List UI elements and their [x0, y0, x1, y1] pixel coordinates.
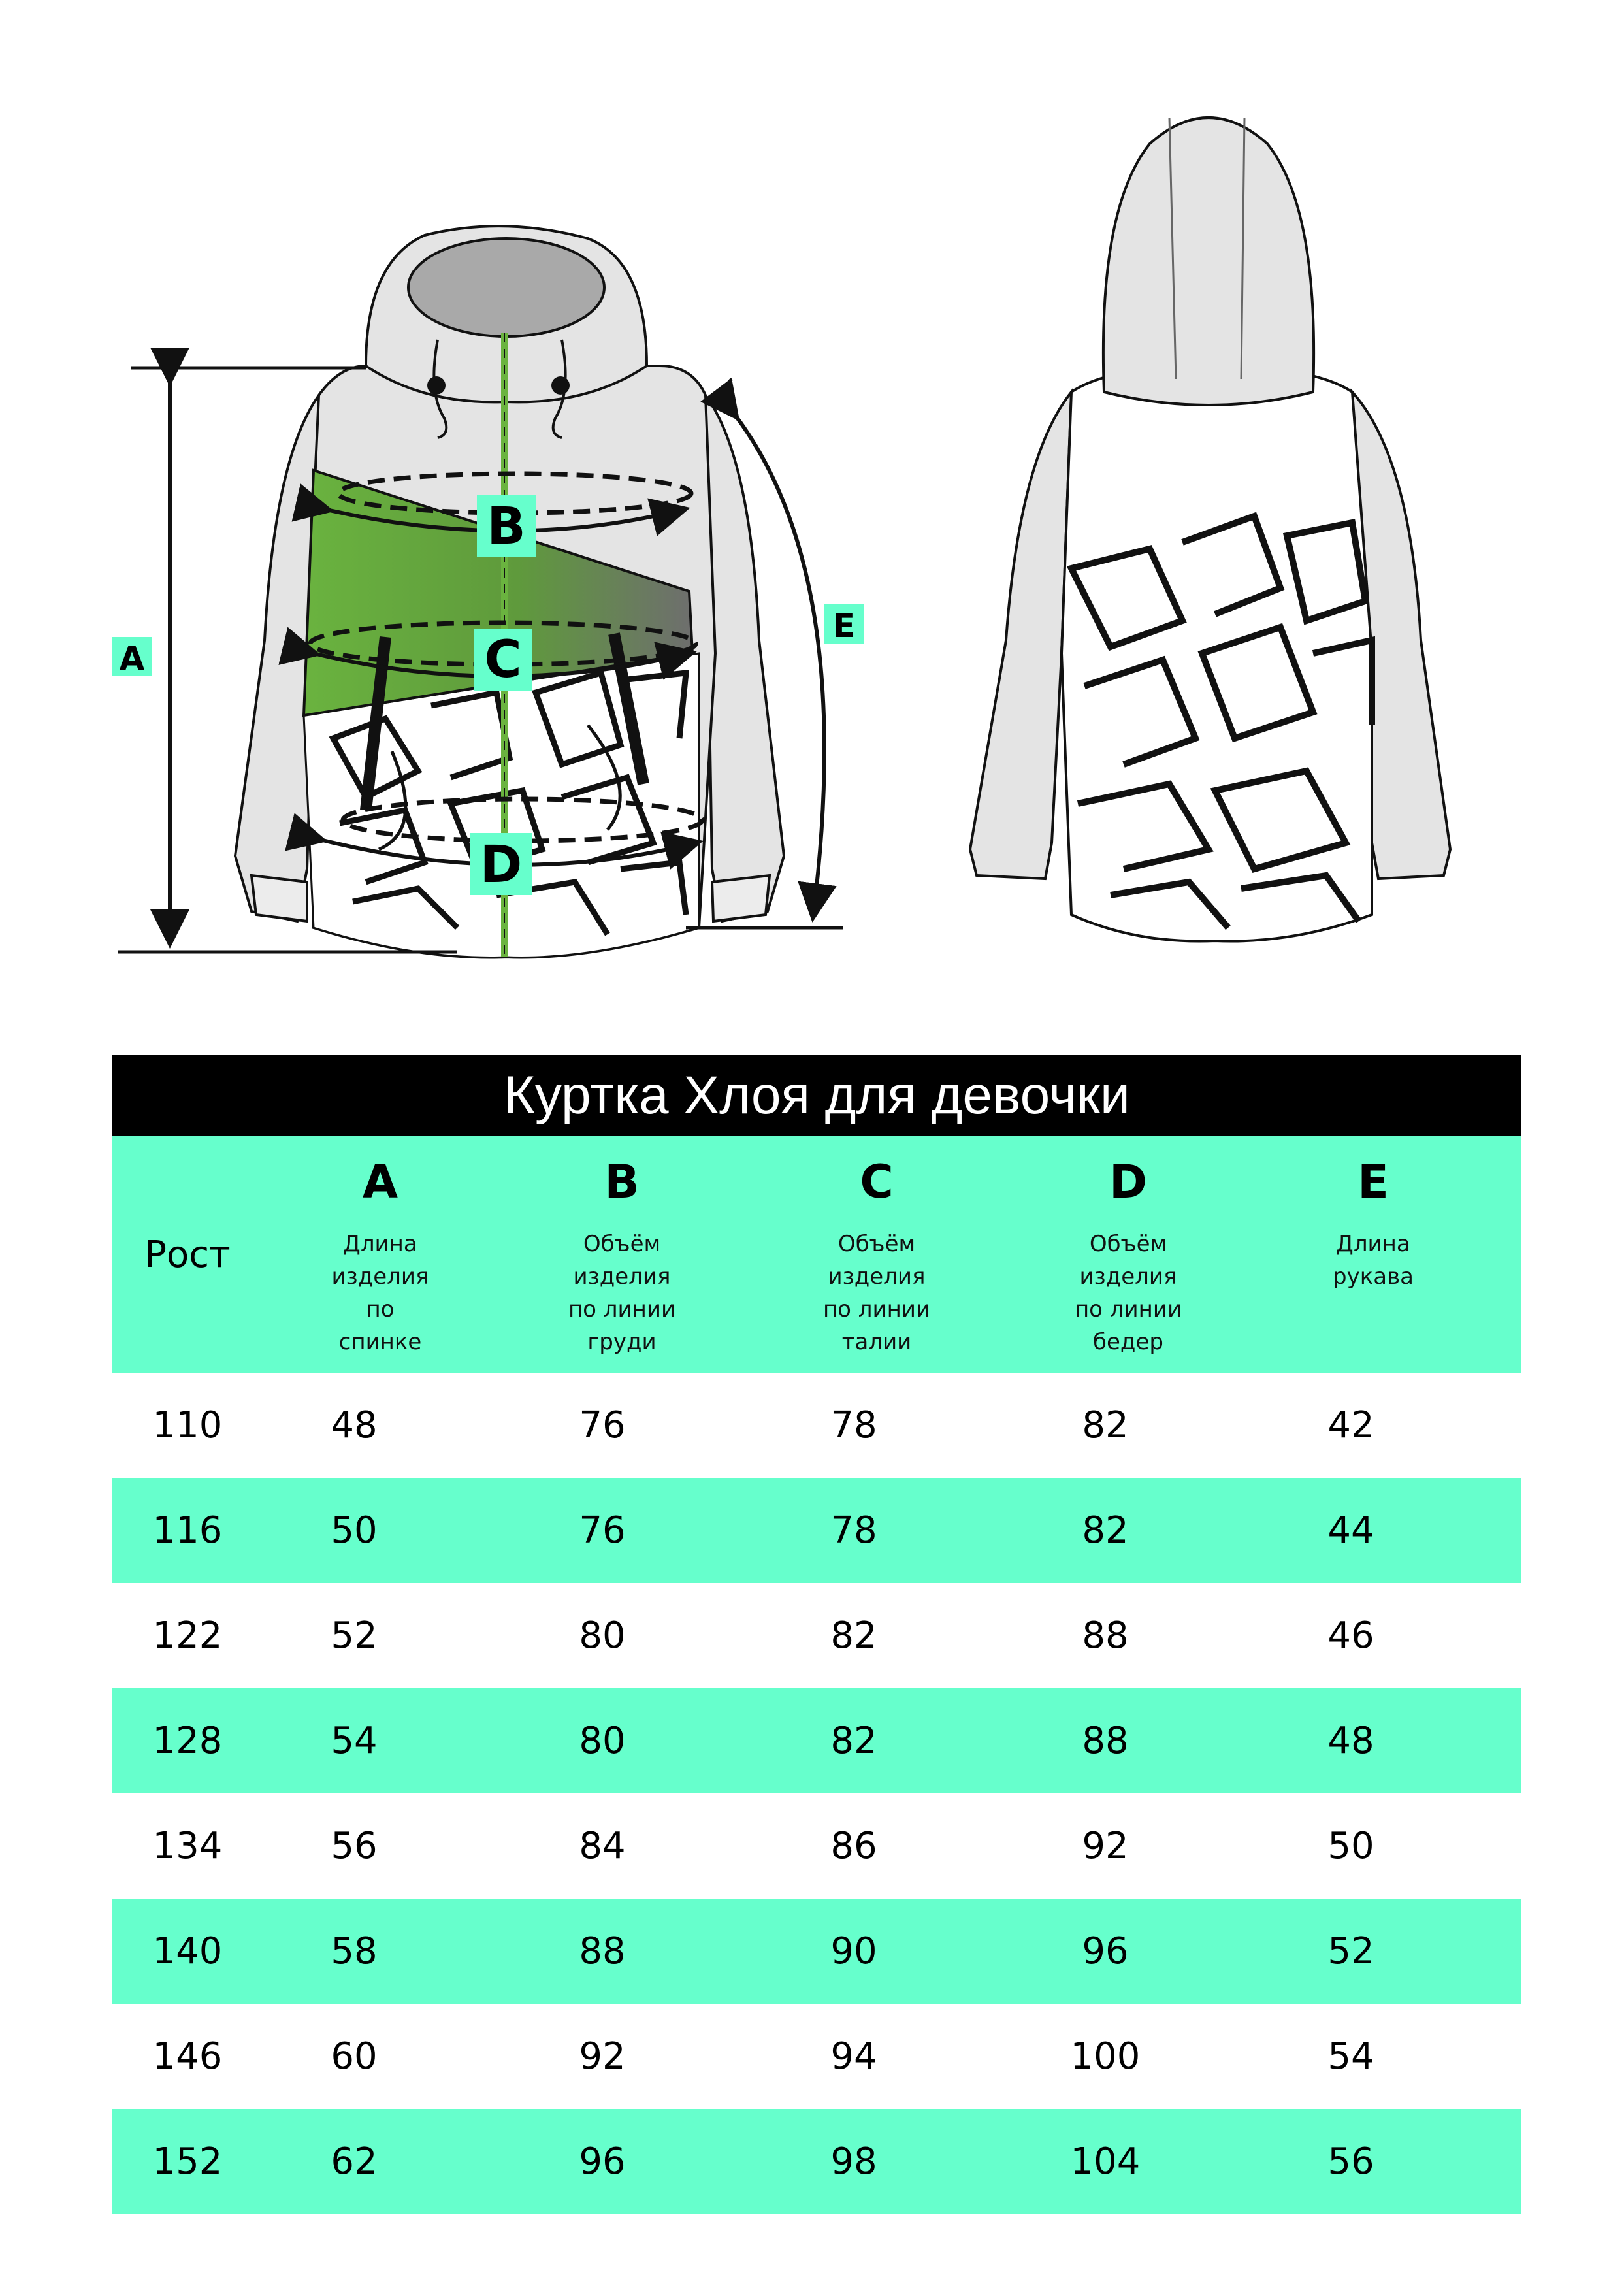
table-row	[112, 1478, 1521, 1583]
table-row	[112, 2004, 1521, 2109]
cell-d: 92	[1082, 1825, 1129, 1867]
cell-e: 56	[1327, 2140, 1374, 2183]
table-row	[112, 1688, 1521, 1793]
cell-d: 82	[1082, 1509, 1129, 1552]
cell-e: 44	[1327, 1509, 1374, 1552]
cell-c: 82	[830, 1614, 877, 1657]
table-row	[112, 1793, 1521, 1899]
table-row	[112, 1373, 1521, 1478]
cell-d: 104	[1070, 2140, 1141, 2183]
cell-e: 46	[1327, 1614, 1374, 1657]
label-d	[470, 833, 532, 895]
drawstring-stopper	[551, 376, 570, 395]
cell-a: 60	[331, 2035, 378, 2078]
cell-c: 78	[830, 1509, 877, 1552]
cell-d: 100	[1070, 2035, 1141, 2078]
cell-rost: 110	[152, 1404, 223, 1447]
header-desc-c: Объём изделия по линии талии	[822, 1231, 931, 1355]
back-left-sleeve	[970, 392, 1071, 879]
cell-a: 58	[331, 1930, 378, 1972]
cell-c: 82	[830, 1720, 877, 1762]
header-rost: Рост	[144, 1233, 231, 1276]
cell-b: 92	[579, 2035, 626, 2078]
cell-d: 88	[1082, 1614, 1129, 1657]
cell-a: 52	[331, 1614, 378, 1657]
hood-opening	[408, 238, 604, 336]
cell-b: 80	[579, 1614, 626, 1657]
cell-rost: 146	[152, 2035, 223, 2078]
header-letter-c: C	[860, 1155, 894, 1209]
cell-b: 80	[579, 1720, 626, 1762]
cell-b: 84	[579, 1825, 626, 1867]
e-top-tick	[709, 379, 732, 405]
cell-d: 96	[1082, 1930, 1129, 1972]
cell-a: 56	[331, 1825, 378, 1867]
header-letter-e: E	[1357, 1155, 1389, 1209]
cell-rost: 140	[152, 1930, 223, 1972]
header-letter-d: D	[1109, 1155, 1148, 1209]
back-view	[970, 118, 1450, 941]
cell-rost: 116	[152, 1509, 223, 1552]
cell-rost: 152	[152, 2140, 223, 2183]
cell-c: 94	[830, 2035, 877, 2078]
front-view	[112, 226, 864, 957]
header-col-c	[785, 1136, 968, 1373]
header-letter-b: B	[604, 1155, 640, 1209]
cell-b: 96	[579, 2140, 626, 2183]
cell-b: 76	[579, 1509, 626, 1552]
cell-a: 62	[331, 2140, 378, 2183]
cell-e: 42	[1327, 1404, 1374, 1447]
right-cuff	[712, 875, 770, 921]
table-row	[112, 2109, 1521, 2214]
size-table	[112, 1055, 1521, 2214]
table-row	[112, 1899, 1521, 2004]
table-row	[112, 1583, 1521, 1688]
header-desc-d: Объём изделия по линии бедер	[1074, 1231, 1182, 1355]
cell-rost: 134	[152, 1825, 223, 1867]
header-desc-b: Объём изделия по линии груди	[568, 1231, 676, 1355]
cell-c: 86	[830, 1825, 877, 1867]
svg-text:D: D	[479, 836, 523, 894]
svg-text:C: C	[484, 630, 522, 689]
svg-text:A: A	[119, 640, 145, 678]
label-c	[474, 629, 532, 691]
label-b	[477, 495, 536, 557]
cell-c: 90	[830, 1930, 877, 1972]
header-desc-e: Длина рукава	[1333, 1231, 1414, 1290]
cell-e: 48	[1327, 1720, 1374, 1762]
cell-d: 88	[1082, 1720, 1129, 1762]
cell-a: 54	[331, 1720, 378, 1762]
cell-c: 78	[830, 1404, 877, 1447]
svg-text:E: E	[832, 607, 856, 645]
table-header	[112, 1136, 1521, 1373]
header-col-e	[1282, 1136, 1465, 1373]
table-title: Куртка Хлоя для девочки	[112, 1055, 1521, 1136]
cell-e: 50	[1327, 1825, 1374, 1867]
cell-a: 48	[331, 1404, 378, 1447]
cell-d: 82	[1082, 1404, 1129, 1447]
header-col-a	[308, 1136, 452, 1373]
cell-a: 50	[331, 1509, 378, 1552]
jacket-illustration	[0, 0, 1624, 1019]
header-col-d	[1037, 1136, 1220, 1373]
cell-rost: 128	[152, 1720, 223, 1762]
label-a	[112, 637, 152, 678]
cell-e: 52	[1327, 1930, 1374, 1972]
left-cuff	[252, 875, 307, 921]
svg-text:B: B	[487, 497, 526, 556]
drawstring-stopper	[427, 376, 446, 395]
back-hood	[1103, 118, 1314, 405]
table-body	[112, 1373, 1521, 2214]
header-desc-a: Длина изделия по спинке	[331, 1231, 429, 1355]
label-e	[824, 604, 864, 645]
cell-b: 76	[579, 1404, 626, 1447]
cell-e: 54	[1327, 2035, 1374, 2078]
cell-c: 98	[830, 2140, 877, 2183]
header-col-b	[530, 1136, 713, 1373]
header-letter-a: A	[362, 1155, 398, 1209]
cell-b: 88	[579, 1930, 626, 1972]
cell-rost: 122	[152, 1614, 223, 1657]
